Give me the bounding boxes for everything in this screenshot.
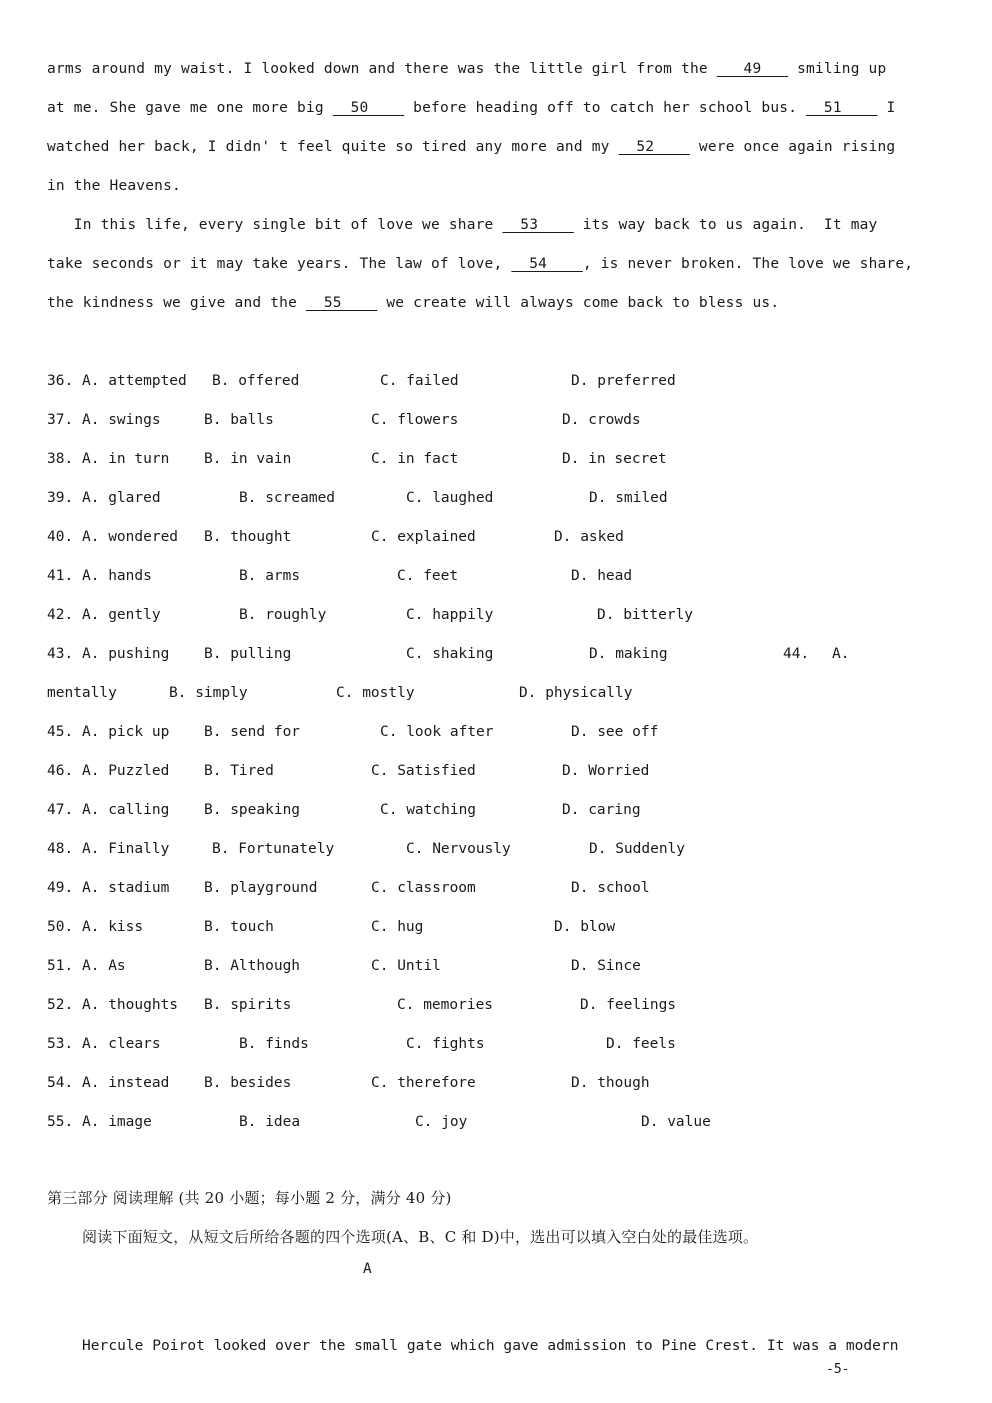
question-number: 44. bbox=[783, 646, 810, 662]
question-number: 46. bbox=[47, 763, 74, 779]
option-a: A. Puzzled bbox=[82, 763, 170, 779]
option-d: D. physically bbox=[519, 685, 633, 701]
blank-50: 50 bbox=[332, 100, 405, 116]
option-c: C. Until bbox=[371, 958, 441, 974]
option-b: B. arms bbox=[239, 568, 301, 584]
question-number: 38. bbox=[47, 451, 74, 467]
option-c: C. flowers bbox=[371, 412, 459, 428]
option-d: D. caring bbox=[562, 802, 641, 818]
option-c: C. look after bbox=[380, 724, 494, 740]
option-d: D. smiled bbox=[589, 490, 668, 506]
passage-line: the kindness we give and the 55 we create will always come back to bless us. bbox=[47, 295, 780, 311]
option-b: B. spirits bbox=[204, 997, 292, 1013]
option-c: C. hug bbox=[371, 919, 424, 935]
option-d: D. feels bbox=[606, 1036, 676, 1052]
option-d: D. head bbox=[571, 568, 633, 584]
option-d: D. Suddenly bbox=[589, 841, 686, 857]
option-b: B. send for bbox=[204, 724, 301, 740]
question-number: 45. bbox=[47, 724, 74, 740]
blank-54: 54 bbox=[511, 256, 583, 272]
passage-line: take seconds or it may take years. The law of love, 54 , is never broken. The love we share, bbox=[47, 256, 914, 272]
option-b: B. playground bbox=[204, 880, 318, 896]
option-a: A. attempted bbox=[82, 373, 187, 389]
option-b: B. Although bbox=[204, 958, 301, 974]
option-b: B. Fortunately bbox=[212, 841, 335, 857]
option-c: C. Nervously bbox=[406, 841, 511, 857]
question-number: 41. bbox=[47, 568, 74, 584]
option-b: B. pulling bbox=[204, 646, 292, 662]
option-a: A. clears bbox=[82, 1036, 161, 1052]
option-b: B. screamed bbox=[239, 490, 336, 506]
option-a: A. As bbox=[82, 958, 126, 974]
option-a: A. glared bbox=[82, 490, 161, 506]
option-a: A. pick up bbox=[82, 724, 170, 740]
question-number: 37. bbox=[47, 412, 74, 428]
option-c: C. mostly bbox=[336, 685, 415, 701]
question-number: 47. bbox=[47, 802, 74, 818]
option-a: A. instead bbox=[82, 1075, 170, 1091]
passage-line: watched her back, I didn' t feel quite so tired any more and my 52 were once again rising bbox=[47, 139, 896, 155]
question-number: 53. bbox=[47, 1036, 74, 1052]
option-a: A. hands bbox=[82, 568, 152, 584]
option-a: A. wondered bbox=[82, 529, 179, 545]
passage-first-line: Hercule Poirot looked over the small gate which gave admission to Pine Crest. It was a modern bbox=[82, 1338, 899, 1354]
option-c: C. failed bbox=[380, 373, 459, 389]
option-c: C. Satisfied bbox=[371, 763, 476, 779]
option-c: C. feet bbox=[397, 568, 459, 584]
option-d: D. preferred bbox=[571, 373, 676, 389]
option-d: D. see off bbox=[571, 724, 659, 740]
question-number: 43. bbox=[47, 646, 74, 662]
option-d: D. value bbox=[641, 1114, 711, 1130]
passage-line: in the Heavens. bbox=[47, 178, 181, 194]
option-a: A. swings bbox=[82, 412, 161, 428]
option-a: A. kiss bbox=[82, 919, 144, 935]
passage-line: at me. She gave me one more big 50 before heading off to catch her school bus. 51 I bbox=[47, 100, 896, 116]
option-d: D. Since bbox=[571, 958, 641, 974]
option-a: A. calling bbox=[82, 802, 170, 818]
question-number: 54. bbox=[47, 1075, 74, 1091]
option-c: C. classroom bbox=[371, 880, 476, 896]
option-a-text: mentally bbox=[47, 685, 117, 701]
option-b: B. thought bbox=[204, 529, 292, 545]
option-b: B. roughly bbox=[239, 607, 327, 623]
section-heading: 第三部分 阅读理解 (共 20 小题；每小题 2 分，满分 40 分) bbox=[47, 1189, 452, 1207]
option-b: B. finds bbox=[239, 1036, 309, 1052]
option-b: B. speaking bbox=[204, 802, 301, 818]
option-c: C. watching bbox=[380, 802, 477, 818]
option-b: B. simply bbox=[169, 685, 248, 701]
option-c: C. joy bbox=[415, 1114, 468, 1130]
option-d: D. asked bbox=[554, 529, 624, 545]
page-number: -5- bbox=[826, 1362, 850, 1377]
passage-line: In this life, every single bit of love we share 53 its way back to us again. It may bbox=[47, 217, 878, 233]
option-c: C. fights bbox=[406, 1036, 485, 1052]
option-d: D. making bbox=[589, 646, 668, 662]
option-d: D. crowds bbox=[562, 412, 641, 428]
blank-55: 55 bbox=[305, 295, 378, 311]
section-instruction: 阅读下面短文，从短文后所给各题的四个选项(A、B、C 和 D)中，选出可以填入空白处的最佳选项。 bbox=[82, 1228, 759, 1246]
question-number: 36. bbox=[47, 373, 74, 389]
option-a: A. bbox=[832, 646, 850, 662]
question-number: 50. bbox=[47, 919, 74, 935]
option-b: B. idea bbox=[239, 1114, 301, 1130]
option-d: D. blow bbox=[554, 919, 616, 935]
option-d: D. school bbox=[571, 880, 650, 896]
question-number: 48. bbox=[47, 841, 74, 857]
passage-line: arms around my waist. I looked down and there was the little girl from the 49 smiling up bbox=[47, 61, 887, 77]
option-c: C. in fact bbox=[371, 451, 459, 467]
blank-52: 52 bbox=[618, 139, 690, 155]
option-b: B. Tired bbox=[204, 763, 274, 779]
question-number: 49. bbox=[47, 880, 74, 896]
option-a: A. Finally bbox=[82, 841, 170, 857]
option-a: A. pushing bbox=[82, 646, 170, 662]
option-b: B. in vain bbox=[204, 451, 292, 467]
option-c: C. explained bbox=[371, 529, 476, 545]
blank-53: 53 bbox=[502, 217, 574, 233]
question-number: 39. bbox=[47, 490, 74, 506]
option-d: D. in secret bbox=[562, 451, 667, 467]
question-number: 42. bbox=[47, 607, 74, 623]
option-a: A. image bbox=[82, 1114, 152, 1130]
option-d: D. bitterly bbox=[597, 607, 694, 623]
option-b: B. touch bbox=[204, 919, 274, 935]
option-c: C. therefore bbox=[371, 1075, 476, 1091]
option-c: C. happily bbox=[406, 607, 494, 623]
question-number: 51. bbox=[47, 958, 74, 974]
option-a: A. gently bbox=[82, 607, 161, 623]
question-number: 40. bbox=[47, 529, 74, 545]
option-a: A. stadium bbox=[82, 880, 170, 896]
option-c: C. laughed bbox=[406, 490, 494, 506]
option-d: D. though bbox=[571, 1075, 650, 1091]
option-b: B. offered bbox=[212, 373, 300, 389]
question-number: 55. bbox=[47, 1114, 74, 1130]
option-b: B. balls bbox=[204, 412, 274, 428]
blank-51: 51 bbox=[806, 100, 878, 116]
option-d: D. feelings bbox=[580, 997, 677, 1013]
option-a: A. in turn bbox=[82, 451, 170, 467]
option-c: C. shaking bbox=[406, 646, 494, 662]
option-c: C. memories bbox=[397, 997, 494, 1013]
option-b: B. besides bbox=[204, 1075, 292, 1091]
option-d: D. Worried bbox=[562, 763, 650, 779]
question-number: 52. bbox=[47, 997, 74, 1013]
option-a: A. thoughts bbox=[82, 997, 179, 1013]
passage-label: A bbox=[363, 1261, 372, 1277]
blank-49: 49 bbox=[716, 61, 789, 77]
